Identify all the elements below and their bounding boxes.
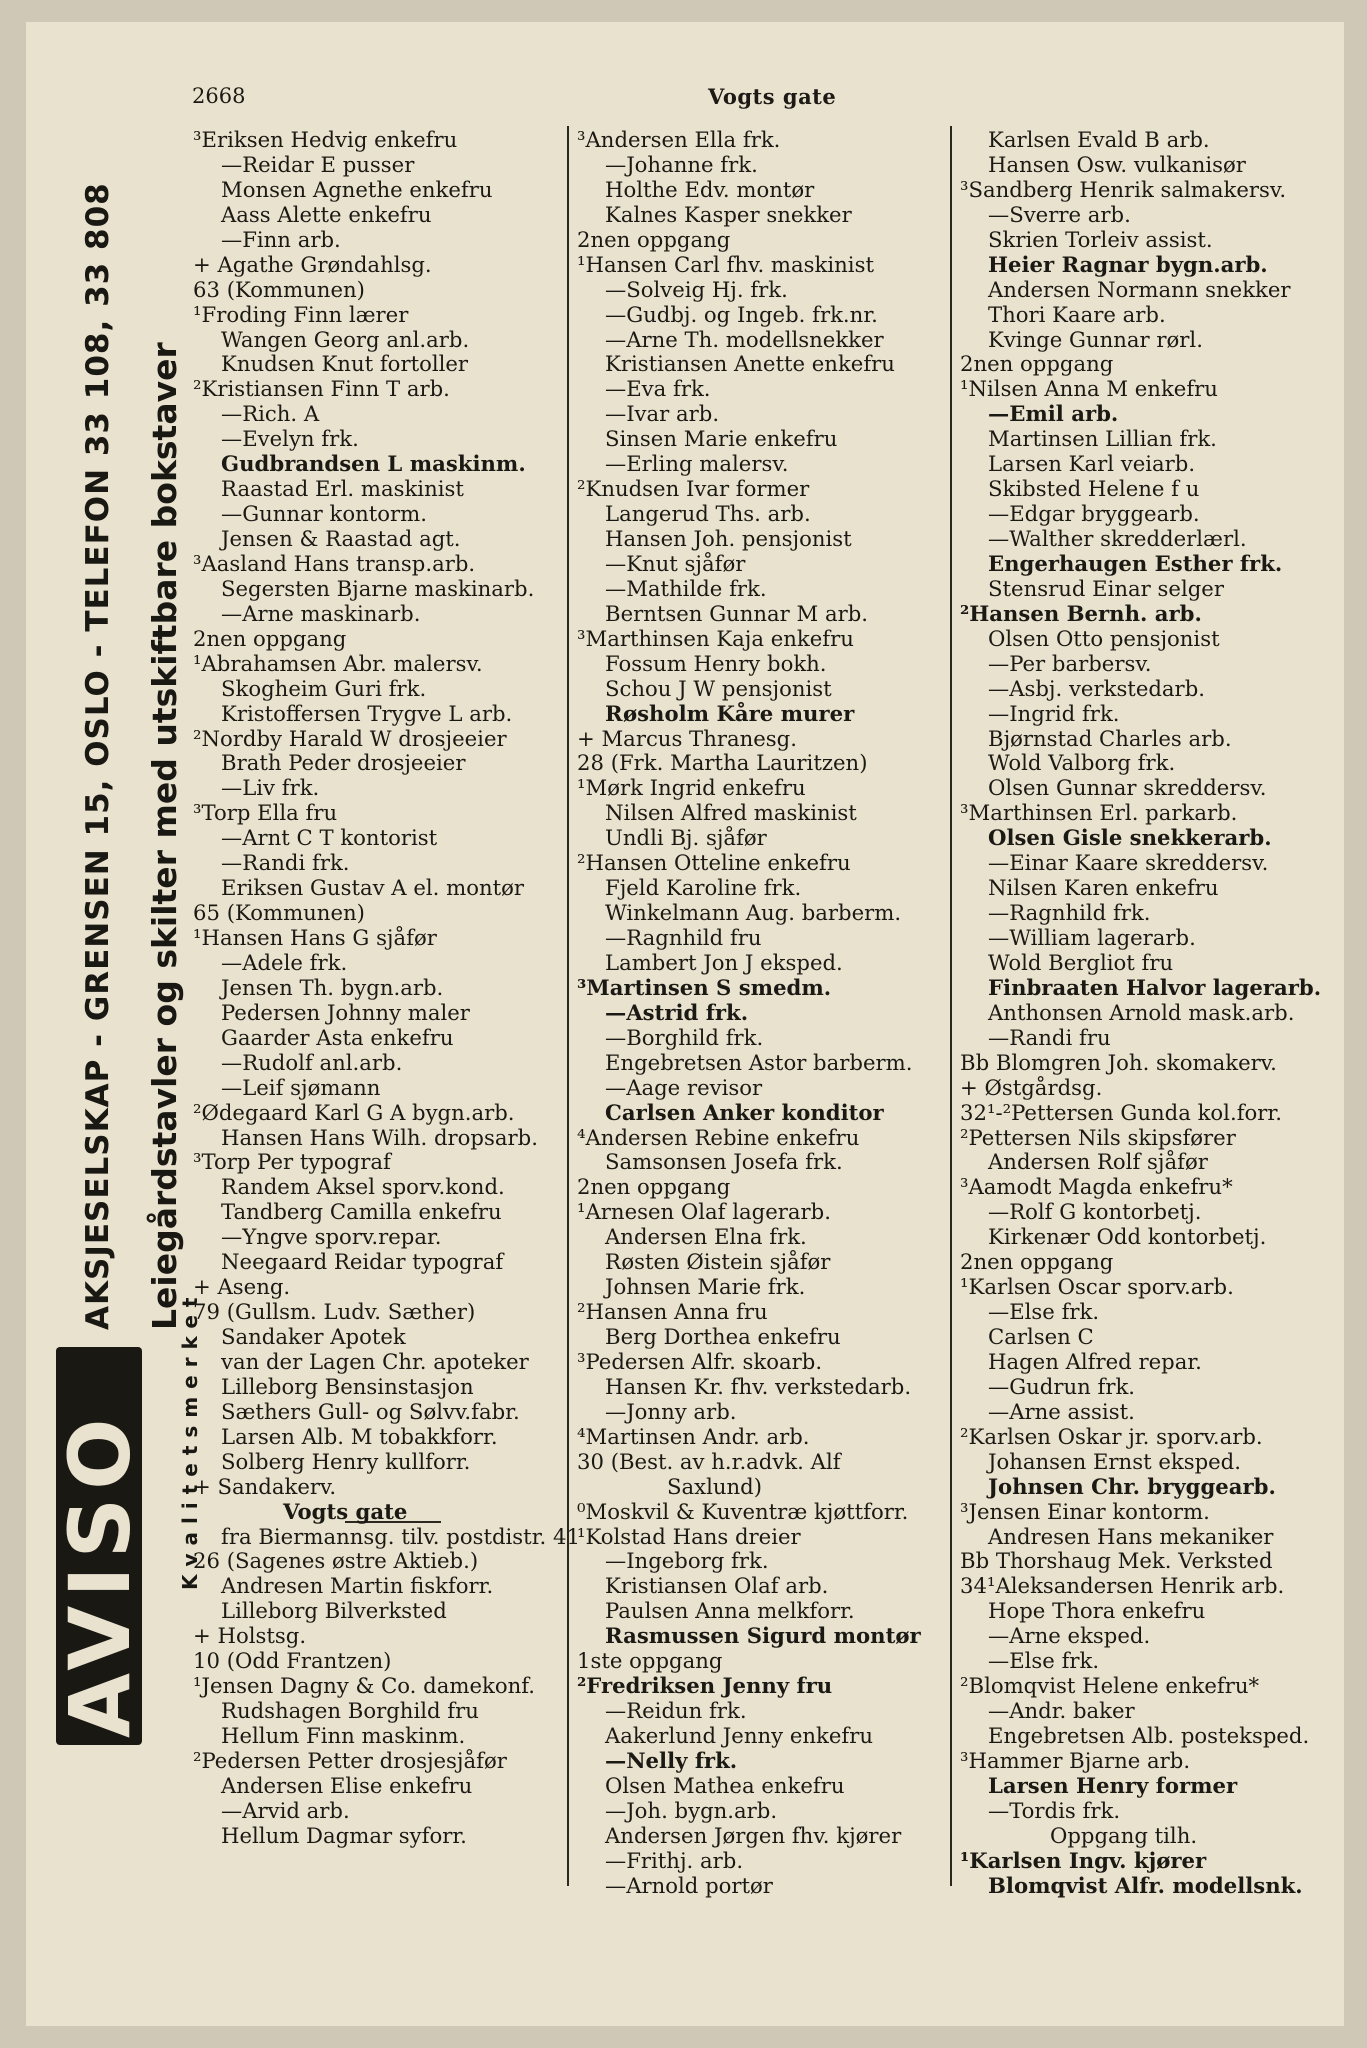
directory-entry: ²Fredriksen Jenny fru (577, 1673, 833, 1699)
directory-entry: Kirkenær Odd kontorbetj. (988, 1224, 1267, 1250)
aviso-logo-text: AVISO (51, 1410, 149, 1738)
directory-entry: —Mathilde frk. (605, 575, 767, 601)
directory-entry: —Arne assist. (988, 1398, 1135, 1424)
directory-entry: Larsen Alb. M tobakkforr. (221, 1423, 498, 1449)
directory-entry: —Gudbj. og Ingeb. frk.nr. (605, 301, 878, 327)
directory-entry: Paulsen Anna melkforr. (605, 1598, 855, 1624)
directory-entry: Hellum Dagmar syforr. (221, 1822, 467, 1848)
directory-entry: Olsen Gisle snekkerarb. (988, 825, 1272, 851)
directory-entry: Raastad Erl. maskinist (221, 476, 464, 502)
directory-entry: —Frithj. arb. (605, 1847, 744, 1873)
directory-entry: Johnsen Chr. bryggearb. (988, 1473, 1276, 1499)
directory-entry: ³Sandberg Henrik salmakersv. (960, 176, 1287, 202)
directory-entry: Andersen Jørgen fhv. kjører (605, 1822, 902, 1848)
directory-entry: Andresen Martin fiskforr. (221, 1573, 494, 1599)
directory-entry: Vogts gate (283, 1498, 408, 1524)
directory-entry: Hansen Osw. vulkanisør (988, 151, 1246, 177)
directory-entry: ¹Kolstad Hans dreier (577, 1523, 801, 1549)
directory-entry: 26 (Sagenes østre Aktieb.) (193, 1548, 479, 1574)
directory-entry: —Else frk. (988, 1299, 1100, 1325)
directory-entry: Langerud Ths. arb. (605, 501, 811, 527)
directory-entry: 1ste oppgang (577, 1648, 723, 1674)
directory-entry: —Emil arb. (988, 401, 1119, 427)
directory-entry: —Rudolf anl.arb. (221, 1049, 403, 1075)
directory-entry: ²Pettersen Nils skipsfører (960, 1124, 1236, 1150)
directory-entry: Kvinge Gunnar rørl. (988, 326, 1203, 352)
directory-entry: Larsen Karl veiarb. (988, 451, 1196, 477)
directory-entry: ²Karlsen Oskar jr. sporv.arb. (960, 1423, 1263, 1449)
directory-entry: ²Hansen Anna fru (577, 1299, 768, 1325)
directory-entry: ²Pedersen Petter drosjesjåfør (193, 1747, 507, 1773)
directory-entry: Knudsen Knut fortoller (221, 351, 469, 377)
directory-entry: —Arnold portør (605, 1872, 773, 1898)
directory-entry: —Arne eksped. (988, 1623, 1151, 1649)
column-rule (950, 126, 952, 1886)
directory-entry: Lambert Jon J eksped. (605, 949, 843, 975)
directory-entry: Kristiansen Olaf arb. (605, 1573, 829, 1599)
directory-entry: Carlsen C (988, 1324, 1094, 1349)
directory-entry: Thori Kaare arb. (988, 301, 1166, 327)
directory-entry: —Jonny arb. (605, 1398, 737, 1424)
directory-entry: Pedersen Johnny maler (221, 999, 470, 1025)
directory-entry: Hansen Joh. pensjonist (605, 526, 852, 551)
directory-entry: + Østgårdsg. (960, 1074, 1103, 1100)
directory-entry: Engebretsen Alb. posteksped. (988, 1723, 1310, 1748)
directory-entry: ¹Abrahamsen Abr. malersv. (193, 650, 483, 676)
directory-entry: Sæthers Gull- og Sølvv.fabr. (221, 1398, 520, 1424)
directory-entry: Aass Alette enkefru (221, 201, 432, 227)
directory-entry: —Arne Th. modellsnekker (605, 326, 884, 352)
directory-entry: Randem Aksel sporv.kond. (221, 1174, 505, 1200)
directory-entry: —Edgar bryggearb. (988, 501, 1200, 527)
directory-entry: ³Marthinsen Erl. parkarb. (960, 800, 1238, 826)
directory-entry: —Per barbersv. (988, 650, 1152, 676)
directory-entry: —Liv frk. (221, 775, 320, 801)
directory-entry: + Aseng. (193, 1274, 291, 1300)
directory-entry: —Ragnhild frk. (988, 900, 1151, 926)
directory-entry: + Sandakerv. (193, 1473, 337, 1499)
directory-entry: ³Aamodt Magda enkefru* (960, 1174, 1233, 1200)
directory-entry: —Andr. baker (988, 1698, 1135, 1724)
directory-entry: —Rolf G kontorbetj. (988, 1199, 1202, 1225)
directory-entry: Gaarder Asta enkefru (221, 1024, 454, 1050)
directory-entry: Sinsen Marie enkefru (605, 426, 838, 452)
directory-entry: Anthonsen Arnold mask.arb. (988, 999, 1295, 1025)
directory-entry: Hansen Hans Wilh. dropsarb. (221, 1124, 538, 1150)
directory-entry: —Ingeborg frk. (605, 1548, 769, 1574)
directory-entry: Wold Bergliot fru (988, 949, 1174, 975)
directory-entry: ³Andersen Ella frk. (577, 127, 781, 152)
side-quality-text: Kvalitetsmerket (178, 1289, 202, 1590)
directory-entry: —Solveig Hj. frk. (605, 276, 788, 302)
directory-entry: Blomqvist Alfr. modellsnk. (988, 1872, 1303, 1898)
directory-entry: ²Kristiansen Finn T arb. (193, 376, 450, 402)
directory-entry: ¹Arnesen Olaf lagerarb. (577, 1199, 831, 1225)
directory-entry: —Gunnar kontorm. (221, 501, 428, 527)
directory-entry: Solberg Henry kullforr. (221, 1448, 471, 1474)
directory-entry: ³Torp Ella fru (193, 800, 338, 826)
directory-entry: ¹Froding Finn lærer (193, 301, 409, 327)
directory-entry: —Arnt C T kontorist (221, 825, 438, 851)
directory-entry: ³Aasland Hans transp.arb. (193, 550, 476, 576)
directory-entry: Martinsen Lillian frk. (988, 426, 1217, 452)
directory-entry: 2nen oppgang (960, 1249, 1114, 1275)
directory-column-3 (960, 128, 1321, 1899)
directory-entry: Jensen & Raastad agt. (221, 526, 461, 551)
directory-entry: ¹Karlsen Oscar sporv.arb. (960, 1274, 1234, 1300)
directory-entry: Neegaard Reidar typograf (221, 1249, 504, 1275)
directory-entry: Heier Ragnar bygn.arb. (988, 251, 1268, 277)
directory-entry: —Finn arb. (221, 226, 341, 252)
directory-entry: Hagen Alfred repar. (988, 1348, 1202, 1374)
directory-entry: —Joh. bygn.arb. (605, 1797, 778, 1823)
directory-entry: 2nen oppgang (577, 1174, 731, 1200)
page-title: Vogts gate (708, 84, 837, 109)
directory-entry: Johansen Ernst eksped. (988, 1448, 1241, 1474)
directory-entry: Andersen Elise enkefru (221, 1772, 473, 1798)
directory-entry: Bb Blomgren Joh. skomakerv. (960, 1049, 1277, 1075)
directory-entry: Jensen Th. bygn.arb. (221, 974, 444, 1000)
directory-entry: Nilsen Karen enkefru (988, 875, 1219, 901)
directory-entry: Aakerlund Jenny enkefru (605, 1723, 874, 1748)
directory-entry: Karlsen Evald B arb. (988, 127, 1210, 152)
directory-entry: —Arvid arb. (221, 1797, 350, 1823)
directory-entry: —Knut sjåfør (605, 550, 746, 576)
directory-entry: ³Pedersen Alfr. skoarb. (577, 1348, 823, 1374)
directory-entry: ²Ødegaard Karl G A bygn.arb. (193, 1099, 515, 1125)
directory-entry: Saxlund) (667, 1473, 762, 1499)
directory-entry: —Reidun frk. (605, 1698, 747, 1724)
directory-entry: —Ivar arb. (605, 401, 720, 427)
directory-entry: —Tordis frk. (988, 1797, 1121, 1823)
directory-entry: Kalnes Kasper snekker (605, 201, 852, 227)
directory-entry: —Johanne frk. (605, 151, 758, 177)
directory-entry: ³Marthinsen Kaja enkefru (577, 625, 854, 651)
directory-entry: —Adele frk. (221, 949, 348, 975)
directory-entry: Holthe Edv. montør (605, 176, 815, 202)
directory-entry: —Asbj. verkstedarb. (988, 675, 1205, 701)
directory-entry: ³Eriksen Hedvig enkefru (193, 127, 458, 152)
directory-entry: —Ragnhild fru (605, 925, 762, 950)
directory-entry: —Else frk. (988, 1648, 1100, 1674)
directory-entry: —Astrid frk. (605, 999, 749, 1025)
directory-column-2 (577, 128, 921, 1899)
directory-entry: ⁴Andersen Rebine enkefru (577, 1124, 860, 1150)
directory-entry: Hope Thora enkefru (988, 1598, 1206, 1624)
directory-entry: Olsen Mathea enkefru (605, 1772, 845, 1798)
directory-entry: Lilleborg Bensinstasjon (221, 1373, 474, 1399)
directory-entry: Engerhaugen Esther frk. (988, 550, 1283, 576)
directory-entry: —Ingrid frk. (988, 700, 1120, 726)
directory-entry: —Eva frk. (605, 376, 711, 402)
directory-entry: —Gudrun frk. (988, 1373, 1136, 1399)
directory-entry: Wangen Georg anl.arb. (221, 326, 470, 352)
directory-entry: ¹Jensen Dagny & Co. damekonf. (193, 1673, 536, 1699)
directory-entry: Rudshagen Borghild fru (221, 1698, 479, 1724)
directory-entry: Andresen Hans mekaniker (988, 1523, 1274, 1549)
directory-entry: Undli Bj. sjåfør (605, 825, 767, 851)
directory-entry: ²Nordby Harald W drosjeeier (193, 725, 507, 751)
directory-entry: —Yngve sporv.repar. (221, 1224, 442, 1250)
directory-entry: Larsen Henry former (988, 1772, 1238, 1798)
directory-entry: ⁴Martinsen Andr. arb. (577, 1423, 810, 1449)
directory-entry: van der Lagen Chr. apoteker (221, 1348, 529, 1374)
directory-entry: Winkelmann Aug. barberm. (605, 900, 902, 926)
directory-entry: Hellum Finn maskinm. (221, 1723, 466, 1748)
directory-entry: Gudbrandsen L maskinm. (221, 451, 526, 477)
directory-entry: + Agathe Grøndahlsg. (193, 251, 432, 277)
directory-entry: ¹Nilsen Anna M enkefru (960, 376, 1218, 402)
directory-entry: Bjørnstad Charles arb. (988, 725, 1232, 751)
directory-entry: ²Hansen Bernh. arb. (960, 600, 1202, 626)
directory-entry: 65 (Kommunen) (193, 900, 365, 926)
directory-entry: Andersen Rolf sjåfør (988, 1149, 1208, 1175)
directory-entry: Rasmussen Sigurd montør (605, 1623, 921, 1649)
directory-entry: ¹Karlsen Ingv. kjører (960, 1847, 1207, 1873)
directory-entry: —Aage revisor (605, 1074, 763, 1100)
directory-entry: Brath Peder drosjeeier (221, 750, 466, 776)
directory-entry: —Reidar E pusser (221, 151, 415, 177)
directory-entry: Tandberg Camilla enkefru (221, 1199, 502, 1225)
directory-entry: Johnsen Marie frk. (605, 1274, 806, 1300)
directory-entry: Skogheim Guri frk. (221, 675, 427, 701)
directory-entry: 2nen oppgang (193, 625, 347, 651)
directory-entry: 28 (Frk. Martha Lauritzen) (577, 750, 868, 776)
directory-column-1 (193, 128, 580, 1849)
directory-entry: ¹Hansen Carl fhv. maskinist (577, 251, 874, 277)
directory-entry: Samsonsen Josefa frk. (605, 1149, 843, 1175)
directory-entry: —Randi frk. (221, 850, 350, 876)
directory-entry: —Evelyn frk. (221, 426, 359, 452)
directory-entry: Andersen Elna frk. (605, 1224, 807, 1250)
directory-entry: Finbraaten Halvor lagerarb. (988, 974, 1322, 1000)
directory-entry: Segersten Bjarne maskinarb. (221, 575, 535, 601)
directory-entry: Røsten Øistein sjåfør (605, 1249, 831, 1275)
directory-entry: fra Biermannsg. tilv. postdistr. 41 (221, 1523, 580, 1549)
directory-entry: —Erling malersv. (605, 451, 789, 477)
directory-entry: 79 (Gullsm. Ludv. Sæther) (193, 1299, 476, 1325)
directory-entry: —William lagerarb. (988, 925, 1196, 950)
side-contact-text: AKSJESELSKAP - GRENSEN 15, OSLO - TELEFON 33 108, 33 808 (80, 182, 116, 1330)
directory-entry: Berg Dorthea enkefru (605, 1324, 841, 1349)
directory-entry: + Marcus Thranesg. (577, 725, 797, 751)
directory-entry: —Einar Kaare skreddersv. (988, 850, 1269, 876)
directory-entry: —Sverre arb. (988, 201, 1131, 227)
directory-entry: + Holstsg. (193, 1623, 307, 1649)
directory-entry: Monsen Agnethe enkefru (221, 176, 493, 202)
page-number: 2668 (192, 84, 246, 108)
directory-entry: Stensrud Einar selger (988, 575, 1224, 601)
directory-entry: Sandaker Apotek (221, 1324, 406, 1349)
directory-entry: —Nelly frk. (605, 1747, 738, 1773)
directory-entry: ²Hansen Otteline enkefru (577, 850, 851, 876)
directory-entry: 2nen oppgang (960, 351, 1114, 377)
directory-entry: ¹Hansen Hans G sjåfør (193, 925, 437, 950)
directory-entry: ³Torp Per typograf (193, 1149, 391, 1175)
directory-entry: Fjeld Karoline frk. (605, 875, 802, 901)
directory-entry: —Arne maskinarb. (221, 600, 421, 626)
directory-entry: 32¹-²Pettersen Gunda kol.forr. (960, 1099, 1282, 1125)
directory-entry: Wold Valborg frk. (988, 750, 1176, 776)
directory-entry: 10 (Odd Frantzen) (193, 1648, 392, 1674)
directory-entry: Schou J W pensjonist (605, 675, 832, 701)
directory-entry: Fossum Henry bokh. (605, 650, 827, 676)
directory-entry: —Walther skredderlærl. (988, 526, 1247, 551)
directory-entry: —Randi fru (988, 1024, 1111, 1050)
directory-entry: —Leif sjømann (221, 1074, 381, 1100)
directory-entry: Oppgang tilh. (1050, 1822, 1198, 1848)
side-ad-text: Leiegårdstavler og skilter med utskiftbare bokstaver (145, 342, 184, 1330)
directory-entry: Berntsen Gunnar M arb. (605, 600, 869, 626)
directory-entry: Kristiansen Anette enkefru (605, 351, 895, 377)
directory-entry: ¹Mørk Ingrid enkefru (577, 775, 806, 801)
directory-entry: 34¹Aleksandersen Henrik arb. (960, 1573, 1285, 1599)
directory-entry: 63 (Kommunen) (193, 276, 365, 302)
directory-entry: —Rich. A (221, 401, 320, 427)
directory-entry: ⁰Moskvil & Kuventræ kjøttforr. (577, 1498, 909, 1524)
directory-entry: 2nen oppgang (577, 226, 731, 252)
directory-entry: Skrien Torleiv assist. (988, 226, 1213, 252)
directory-entry: ³Martinsen S smedm. (577, 974, 832, 1000)
directory-entry: Olsen Otto pensjonist (988, 625, 1220, 651)
directory-entry: Olsen Gunnar skreddersv. (988, 775, 1267, 801)
directory-entry: —Borghild frk. (605, 1024, 764, 1050)
directory-entry: ³Hammer Bjarne arb. (960, 1747, 1191, 1773)
directory-entry: Carlsen Anker konditor (605, 1099, 884, 1125)
directory-entry: Skibsted Helene f u (988, 476, 1200, 502)
directory-entry: Kristoffersen Trygve L arb. (221, 700, 513, 726)
directory-entry: Andersen Normann snekker (988, 276, 1291, 302)
directory-entry: Bb Thorshaug Mek. Verksted (960, 1548, 1273, 1574)
directory-entry: Røsholm Kåre murer (605, 700, 855, 726)
directory-entry: ³Jensen Einar kontorm. (960, 1498, 1210, 1524)
directory-entry: Hansen Kr. fhv. verkstedarb. (605, 1373, 912, 1399)
directory-entry: Eriksen Gustav A el. montør (221, 875, 525, 901)
directory-entry: ²Knudsen Ivar former (577, 476, 810, 502)
directory-entry: Lilleborg Bilverksted (221, 1598, 447, 1624)
directory-entry: ²Blomqvist Helene enkefru* (960, 1673, 1260, 1699)
directory-entry: 30 (Best. av h.r.advk. Alf (577, 1448, 841, 1474)
directory-entry: Nilsen Alfred maskinist (605, 800, 857, 826)
directory-entry: Engebretsen Astor barberm. (605, 1049, 913, 1075)
